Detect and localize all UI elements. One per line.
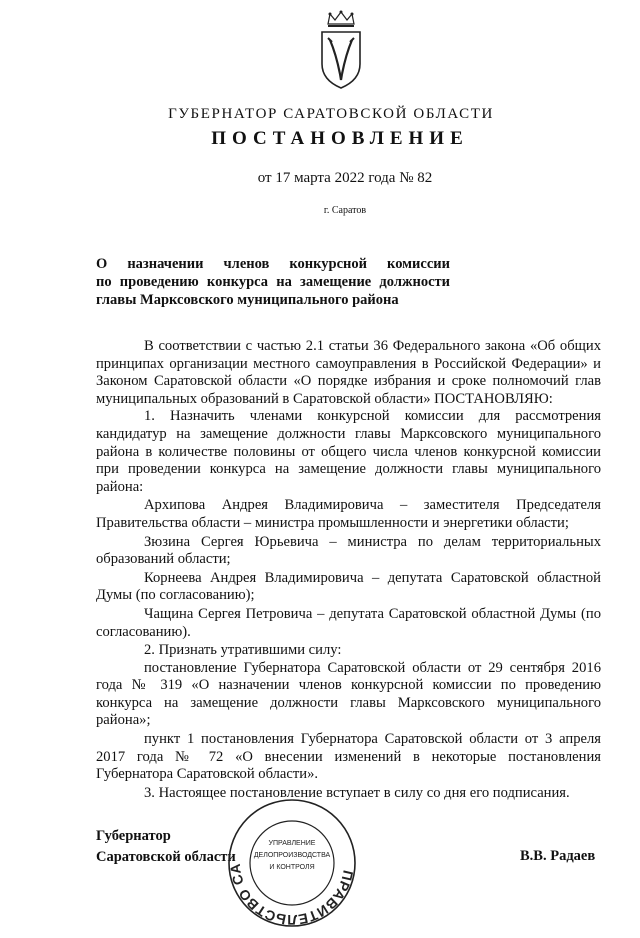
- coat-of-arms-emblem: [316, 10, 366, 90]
- body-paragraph: Архипова Андрея Владимировича – заместителя Председателя Правительства области – министра промышленности и энергетики области;: [96, 497, 601, 531]
- document-city: г. Саратов: [323, 205, 367, 216]
- stamp-ring-text: ПРАВИТЕЛЬСТВО СА: [226, 862, 357, 929]
- body-paragraph: постановление Губернатора Саратовской области от 29 сентября 2016 года № 319 «О назначении членов конкурсной комиссии по проведению конкурса на замещение должности главы Марксовского муниципального района»;: [96, 659, 601, 729]
- title-line: по проведению конкурса на замещение должности: [96, 274, 450, 290]
- body-paragraph: 1. Назначить членами конкурсной комиссии для рассмотрения кандидатур на замещение должности главы Марксовского муниципального района в количестве половины от общего числа членов конкурсной комиссии при проведении конкурса на замещение должности главы муниципального района:: [96, 408, 601, 495]
- svg-text:ПРАВИТЕЛЬСТВО САРАТОВСКОЙ ОБЛА: [226, 793, 357, 928]
- signatory-name: В.В. Радаев: [520, 848, 596, 864]
- body-paragraph: Корнеева Андрея Владимировича – депутата Саратовской областной Думы (по согласованию);: [96, 569, 601, 604]
- body-paragraph: Чащина Сергея Петровича – депутата Саратовской областной Думы (по согласованию).: [96, 605, 601, 640]
- body-paragraph: В соответствии с частью 2.1 статьи 36 Федерального закона «Об общих принципах организации местного самоуправления в Российской Федерации» и Законом Саратовской области «О порядке избрания и сроке полномочий глав муниципальных образований в Саратовской области» ПОСТАНОВЛЯЮ:: [96, 338, 601, 407]
- document-body: [96, 338, 601, 802]
- document-type: ПОСТАНОВЛЕНИЕ: [211, 128, 469, 149]
- title-line: О назначении членов конкурсной комиссии: [96, 256, 450, 272]
- signatory-position: [96, 826, 246, 868]
- signatory-position-line: Губернатор: [96, 828, 171, 844]
- body-paragraph: Зюзина Сергея Юрьевича – министра по делам территориальных образований области;: [96, 533, 601, 568]
- issuing-authority: ГУБЕРНАТОР САРАТОВСКОЙ ОБЛАСТИ: [168, 106, 494, 122]
- stamp-inner-line: ДЕЛОПРОИЗВОДСТВА: [253, 852, 331, 859]
- title-line: главы Марксовского муниципального района: [96, 292, 399, 308]
- document-date-number: от 17 марта 2022 года № 82: [257, 170, 433, 186]
- document-title: [96, 255, 450, 309]
- body-paragraph: 2. Признать утратившими силу:: [144, 642, 342, 659]
- official-stamp: [226, 793, 358, 929]
- body-paragraph: 3. Настоящее постановление вступает в силу со дня его подписания.: [144, 784, 570, 801]
- body-paragraph: пункт 1 постановления Губернатора Саратовской области от 3 апреля 2017 года № 72 «О внесении изменений в некоторые постановления Губернатора Саратовской области».: [96, 731, 601, 783]
- signatory-position-line: Саратовской области: [96, 849, 236, 865]
- stamp-inner-line: УПРАВЛЕНИЕ: [268, 840, 316, 847]
- stamp-inner-line: И КОНТРОЛЯ: [269, 864, 315, 871]
